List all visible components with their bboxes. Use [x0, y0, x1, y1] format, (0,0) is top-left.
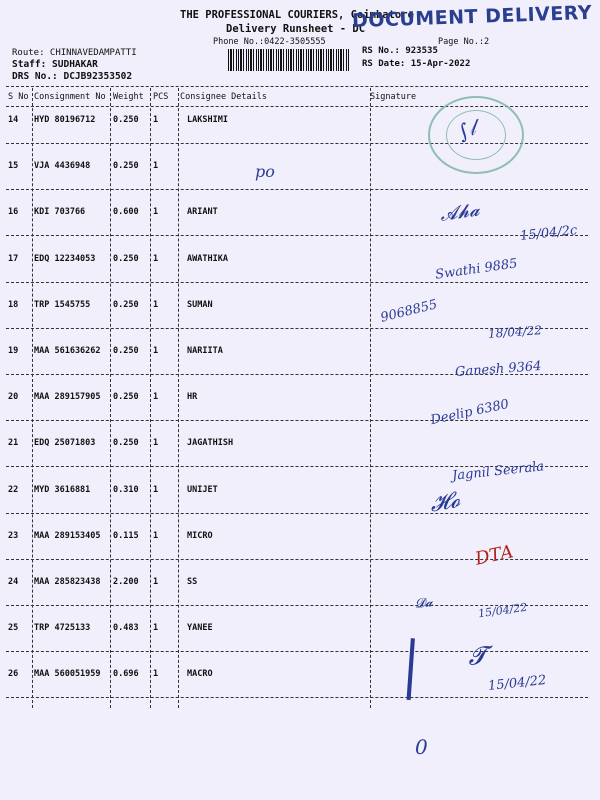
row-sno: 17 — [8, 254, 19, 264]
row-consignment: EDQ 25071803 — [34, 438, 96, 448]
barcode-image — [228, 49, 350, 71]
row-consignment: TRP 4725133 — [34, 623, 91, 633]
row-consignment: MAA 285823438 — [34, 577, 101, 587]
handwriting-po: po — [255, 162, 275, 181]
row-consignee: MACRO — [187, 669, 213, 679]
row-consignee: AWATHIKA — [187, 254, 228, 264]
row-weight: 0.600 — [113, 207, 139, 217]
col-header-sno: S No — [8, 92, 29, 102]
row-consignment: KDI 703766 — [34, 207, 86, 217]
signature-row19: Ganesh 9364 — [454, 359, 542, 380]
row-sno: 18 — [8, 300, 19, 310]
col-header-consignment: Consignment No — [34, 92, 106, 102]
pen-stroke-line: │ — [392, 638, 429, 702]
row-weight: 0.250 — [113, 346, 139, 356]
row-consignee: ARIANT — [187, 207, 218, 217]
row-separator — [6, 697, 588, 698]
header-top-rule — [6, 86, 588, 87]
row-weight: 0.115 — [113, 531, 139, 541]
date-row18: 18/04/22 — [487, 323, 543, 341]
signature-row14: ∫𝓁 — [454, 115, 479, 145]
route-label: Route: CHINNAVEDAMPATTI — [12, 48, 137, 58]
row-consignee: SUMAN — [187, 300, 213, 310]
signature-row23-red: DTA — [473, 541, 516, 570]
row-weight: 0.250 — [113, 300, 139, 310]
phone-row18: 9068855 — [379, 297, 439, 326]
phone-number: Phone No.:0422-3505555 — [213, 37, 326, 47]
row-sno: 20 — [8, 392, 19, 402]
row-sno: 22 — [8, 485, 19, 495]
row-pcs: 1 — [153, 161, 159, 171]
date-row26: 15/04/22 — [487, 672, 548, 695]
page-number: Page No.:2 — [438, 37, 490, 47]
row-separator — [6, 513, 588, 514]
row-separator — [6, 235, 588, 236]
company-title: THE PROFESSIONAL COURIERS, Coimbatore — [180, 9, 414, 21]
signature-row21: Jagnil Seerala — [451, 459, 545, 484]
row-pcs: 1 — [153, 485, 159, 495]
rs-date: RS Date: 15-Apr-2022 — [362, 59, 471, 69]
rs-number: RS No.: 923535 — [362, 46, 438, 56]
row-separator — [6, 282, 588, 283]
row-separator — [6, 651, 588, 652]
col-header-weight: Weight — [113, 92, 144, 102]
signature-row22: 𝓗𝓸 — [428, 487, 463, 518]
row-pcs: 1 — [153, 669, 159, 679]
col-header-consignee: Consignee Details — [180, 92, 267, 102]
row-consignee: UNIJET — [187, 485, 218, 495]
table-row — [0, 346, 600, 358]
row-pcs: 1 — [153, 438, 159, 448]
table-row — [0, 300, 600, 312]
table-row — [0, 392, 600, 404]
row-pcs: 1 — [153, 115, 159, 125]
row-weight: 2.200 — [113, 577, 139, 587]
signature-row26: 𝓣 — [466, 641, 488, 671]
row-separator — [6, 420, 588, 421]
col-header-pcs: PCS — [153, 92, 169, 102]
row-consignee: YANEE — [187, 623, 213, 633]
signature-row24: 𝓓𝓪 — [414, 595, 434, 612]
row-weight: 0.696 — [113, 669, 139, 679]
document-delivery-stamp: DOCUMENT DELIVERY — [351, 1, 593, 33]
row-consignee: SS — [187, 577, 198, 587]
row-sno: 26 — [8, 669, 19, 679]
row-consignment: MAA 560051959 — [34, 669, 101, 679]
row-pcs: 1 — [153, 300, 159, 310]
row-sno: 16 — [8, 207, 19, 217]
row-separator — [6, 189, 588, 190]
handwritten-circle-mark: 0 — [415, 735, 428, 759]
table-row — [0, 438, 600, 450]
row-sno: 24 — [8, 577, 19, 587]
row-pcs: 1 — [153, 577, 159, 587]
col-header-signature: Signature — [370, 92, 417, 102]
signature-row20: Deelip 6380 — [429, 396, 511, 429]
row-weight: 0.250 — [113, 254, 139, 264]
row-weight: 0.250 — [113, 115, 139, 125]
table-row — [0, 161, 600, 173]
row-consignment: EDQ 12234053 — [34, 254, 96, 264]
row-consignee: LAKSHIMI — [187, 115, 228, 125]
row-consignee: MICRO — [187, 531, 213, 541]
row-consignee: HR — [187, 392, 198, 402]
signature-row17: Swathi 9885 — [434, 256, 519, 283]
row-pcs: 1 — [153, 254, 159, 264]
table-row — [0, 623, 600, 635]
row-consignment: MAA 289153405 — [34, 531, 101, 541]
row-consignment: TRP 1545755 — [34, 300, 91, 310]
staff-label: Staff: SUDHAKAR — [12, 59, 98, 70]
row-weight: 0.250 — [113, 438, 139, 448]
row-weight: 0.250 — [113, 161, 139, 171]
row-weight: 0.310 — [113, 485, 139, 495]
row-pcs: 1 — [153, 623, 159, 633]
row-consignment: MAA 289157905 — [34, 392, 101, 402]
table-row — [0, 207, 600, 219]
row-sno: 21 — [8, 438, 19, 448]
row-sno: 14 — [8, 115, 19, 125]
row-pcs: 1 — [153, 346, 159, 356]
date-row24: 15/04/22 — [477, 600, 529, 621]
row-consignment: HYD 80196712 — [34, 115, 96, 125]
runsheet-subtitle: Delivery Runsheet - DC — [226, 23, 366, 35]
table-row — [0, 485, 600, 497]
row-consignee: NARIITA — [187, 346, 223, 356]
table-row — [0, 577, 600, 589]
row-sno: 23 — [8, 531, 19, 541]
row-weight: 0.250 — [113, 392, 139, 402]
row-pcs: 1 — [153, 207, 159, 217]
row-consignment: MYD 3616881 — [34, 485, 91, 495]
row-sno: 25 — [8, 623, 19, 633]
row-consignee: JAGATHISH — [187, 438, 234, 448]
row-consignment: VJA 4436948 — [34, 161, 91, 171]
row-pcs: 1 — [153, 392, 159, 402]
row-weight: 0.483 — [113, 623, 139, 633]
row-consignment: MAA 561636262 — [34, 346, 101, 356]
drs-number: DRS No.: DCJB92353502 — [12, 71, 133, 82]
row-sno: 15 — [8, 161, 19, 171]
row-sno: 19 — [8, 346, 19, 356]
signature-row16: 𝓐𝓱𝓪 — [438, 199, 481, 226]
date-row16: 15/04/2c — [519, 223, 579, 244]
row-pcs: 1 — [153, 531, 159, 541]
